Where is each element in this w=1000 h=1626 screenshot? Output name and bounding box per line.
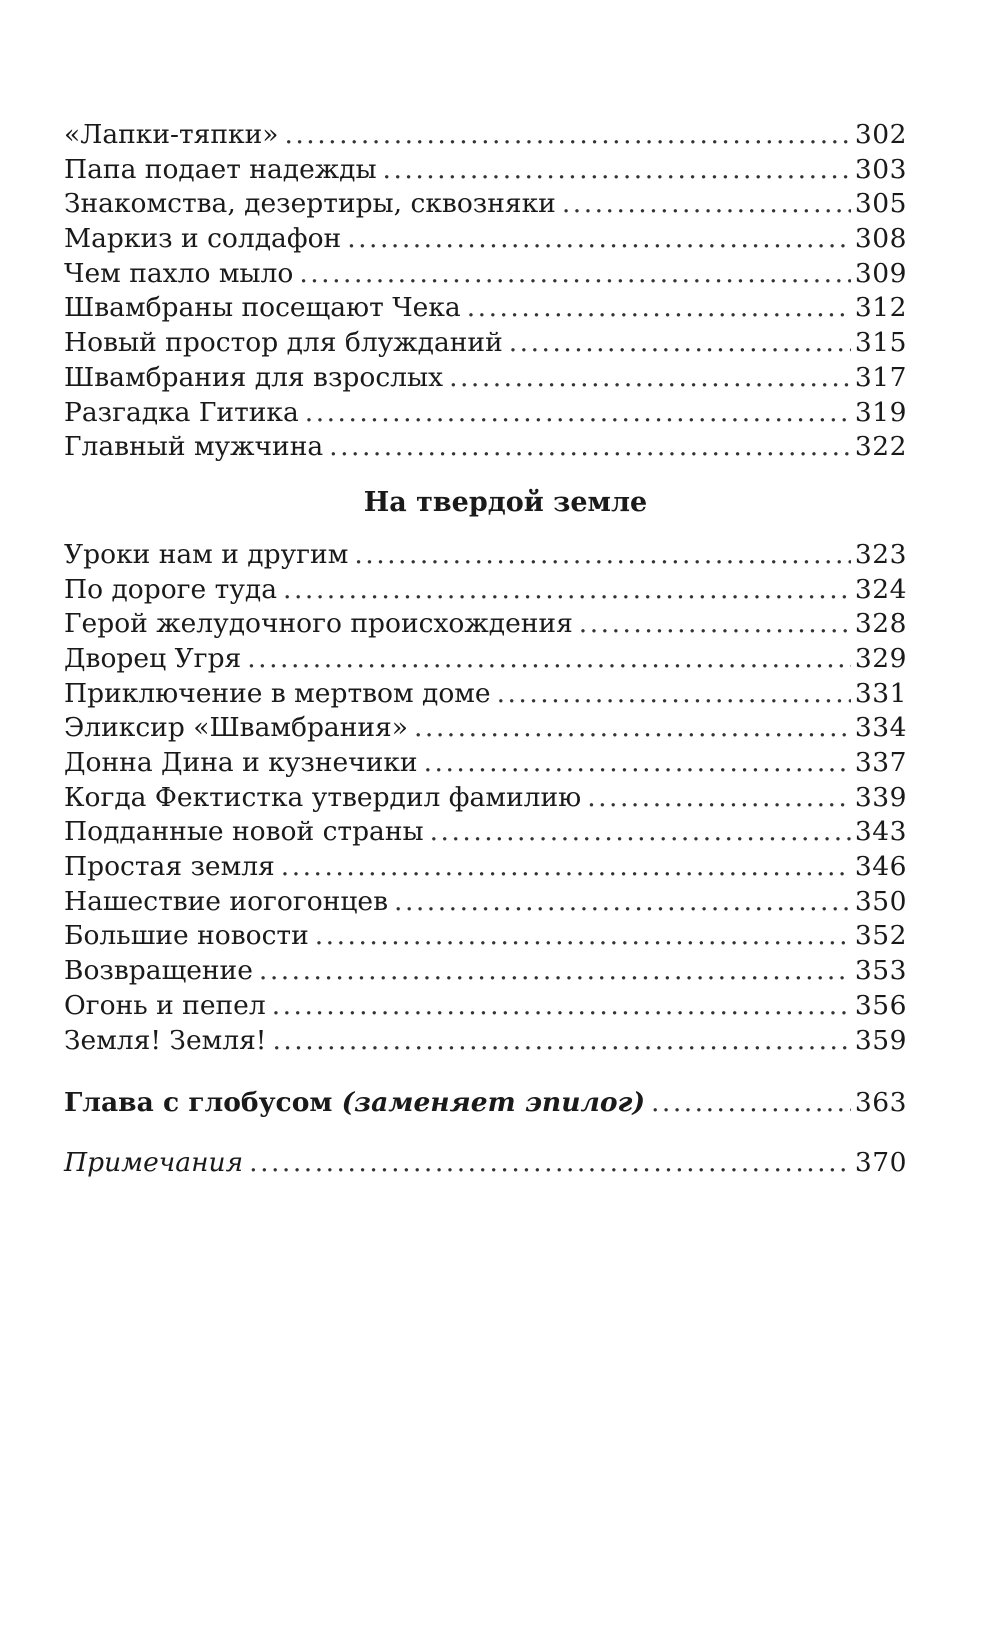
toc-entry-page: 324 — [854, 573, 907, 605]
toc-entry — [64, 642, 907, 677]
toc-entry-page: 343 — [854, 816, 907, 848]
dot-leader — [587, 781, 851, 816]
toc-entry — [64, 573, 907, 608]
toc-entry-epilogue — [64, 1086, 907, 1121]
toc-entry — [64, 361, 907, 396]
toc-entry-title: Чем пахло мыло — [64, 257, 294, 289]
dot-leader — [424, 746, 851, 781]
toc-entry-notes — [64, 1146, 907, 1181]
toc-entry — [64, 711, 907, 746]
dot-leader — [249, 1146, 851, 1181]
toc-entry-page: 308 — [854, 223, 907, 255]
toc-entry — [64, 781, 907, 816]
table-of-contents — [64, 118, 907, 1181]
dot-leader — [497, 677, 851, 712]
toc-entry — [64, 677, 907, 712]
toc-entry — [64, 850, 907, 885]
toc-entry-title: «Лапки-тяпки» — [64, 119, 279, 150]
epilogue-title-group — [64, 1086, 645, 1121]
dot-leader — [283, 573, 851, 608]
toc-entry — [64, 919, 907, 954]
toc-entry — [64, 538, 907, 573]
toc-entry-page: 339 — [854, 781, 907, 813]
toc-entry — [64, 885, 907, 920]
notes-title: Примечания — [64, 1146, 244, 1178]
toc-entry — [64, 607, 907, 642]
dot-leader — [299, 257, 851, 292]
toc-entry-title: Уроки нам и другим — [64, 538, 349, 570]
toc-entry-page: 352 — [854, 920, 907, 952]
toc-entry-page: 356 — [854, 989, 907, 1021]
toc-section-1 — [64, 118, 907, 465]
toc-entry — [64, 954, 907, 989]
section-heading: На твердой земле — [363, 486, 648, 518]
toc-entry-page: 331 — [854, 677, 907, 709]
dot-leader — [315, 919, 851, 954]
dot-leader — [281, 850, 851, 885]
toc-entry — [64, 257, 907, 292]
toc-entry-title: Папа подает надежды — [64, 153, 377, 185]
dot-leader — [414, 711, 851, 746]
dot-leader — [394, 885, 851, 920]
dot-leader — [651, 1086, 851, 1121]
epilogue-title: Глава с глобусом — [64, 1087, 333, 1119]
toc-entry-page: 323 — [854, 538, 907, 570]
toc-entry-page: 305 — [854, 188, 907, 220]
toc-entry-page: 370 — [854, 1146, 907, 1178]
toc-entry-page: 346 — [854, 851, 907, 883]
toc-entry — [64, 153, 907, 188]
dot-leader — [259, 954, 851, 989]
dot-leader — [329, 430, 851, 465]
toc-entry-page: 302 — [854, 119, 907, 150]
toc-entry-page: 359 — [854, 1024, 907, 1056]
toc-entry-title: Земля! Земля! — [64, 1024, 267, 1056]
dot-leader — [272, 1024, 850, 1059]
dot-leader — [383, 153, 851, 188]
dot-leader — [449, 361, 851, 396]
toc-entry-page: 329 — [854, 642, 907, 674]
dot-leader — [562, 187, 851, 222]
toc-entry-title: Простая земля — [64, 851, 275, 883]
dot-leader — [347, 222, 851, 257]
epilogue-subtitle: (заменяет эпилог) — [341, 1087, 645, 1119]
toc-entry-page: 312 — [854, 292, 907, 324]
dot-leader — [354, 538, 851, 573]
toc-entry-page: 303 — [854, 153, 907, 185]
toc-entry-page: 319 — [854, 396, 907, 428]
toc-entry — [64, 746, 907, 781]
toc-entry-title: Нашествие иогогонцев — [64, 885, 389, 917]
toc-entry-title: Маркиз и солдафон — [64, 223, 342, 255]
toc-entry-title: Дворец Угря — [64, 642, 242, 674]
toc-entry-page: 309 — [854, 257, 907, 289]
toc-entry-title: Когда Фектистка утвердил фамилию — [64, 781, 582, 813]
toc-entry-title: Возвращение — [64, 955, 253, 987]
toc-entry — [64, 815, 907, 850]
toc-entry-page: 350 — [854, 885, 907, 917]
toc-entry-page: 322 — [854, 431, 907, 463]
toc-entry — [64, 118, 907, 153]
dot-leader — [305, 396, 851, 431]
toc-entry-title: Разгадка Гитика — [64, 396, 299, 428]
toc-entry-title: Главный мужчина — [64, 431, 324, 463]
toc-entry — [64, 326, 907, 361]
toc-entry-page: 328 — [854, 608, 907, 640]
toc-entry — [64, 396, 907, 431]
toc-entry-title: Герой желудочного происхождения — [64, 608, 573, 640]
dot-leader — [272, 989, 851, 1024]
dot-leader — [430, 815, 851, 850]
toc-entry — [64, 430, 907, 465]
toc-section-2 — [64, 538, 907, 1058]
dot-leader — [284, 118, 850, 153]
toc-entry — [64, 291, 907, 326]
toc-entry-title: Швамбрания для взрослых — [64, 361, 444, 393]
toc-entry-page: 334 — [854, 712, 907, 744]
toc-entry-title: Донна Дина и кузнечики — [64, 747, 418, 778]
toc-entry-title: Огонь и пепел — [64, 989, 266, 1021]
dot-leader — [509, 326, 851, 361]
dot-leader — [579, 607, 851, 642]
dot-leader — [247, 642, 851, 677]
toc-entry-page: 315 — [854, 327, 907, 359]
toc-entry-title: Знакомства, дезертиры, сквозняки — [64, 188, 556, 220]
toc-entry-title: По дороге туда — [64, 573, 278, 605]
toc-entry-title: Швамбраны посещают Чека — [64, 292, 461, 324]
toc-entry-title: Приключение в мертвом доме — [64, 677, 491, 709]
toc-entry-page: 363 — [854, 1087, 907, 1119]
toc-entry-page: 337 — [854, 747, 907, 778]
dot-leader — [467, 291, 851, 326]
toc-entry-title: Подданные новой страны — [64, 816, 424, 848]
toc-entry-title: Эликсир «Швамбрания» — [64, 712, 408, 744]
toc-entry — [64, 222, 907, 257]
toc-entry — [64, 989, 907, 1024]
toc-entry-page: 353 — [854, 955, 907, 987]
toc-entry — [64, 1024, 907, 1059]
toc-entry-page: 317 — [854, 361, 907, 393]
toc-entry — [64, 187, 907, 222]
toc-entry-title: Большие новости — [64, 920, 309, 952]
toc-entry-title: Новый простор для блужданий — [64, 327, 503, 359]
